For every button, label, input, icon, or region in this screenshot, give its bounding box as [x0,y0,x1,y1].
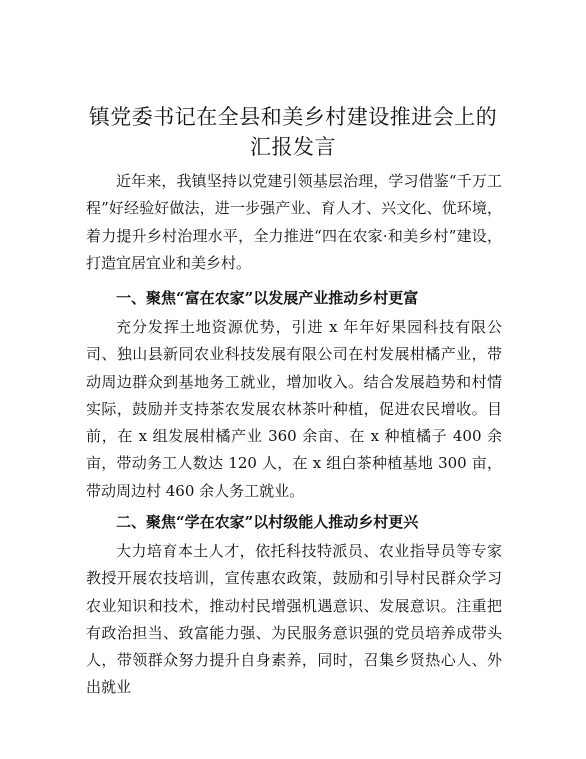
intro-paragraph: 近年来，我镇坚持以党建引领基层治理，学习借鉴“千万工程”好经验好做法，进一步强产业、育人才、兴文化、优环境，着力提升乡村治理水平，全力推进“四在农家·和美乡村”建设，打造宜居宜业和美乡村。 [86,172,502,272]
section-1-paragraph: 充分发挥土地资源优势，引进 x 年年好果园科技有限公司、独山县新同农业科技发展有限公司在村发展柑橘产业，带动周边群众到基地务工就业，增加收入。结合发展趋势和村情实际，鼓励并支持茶农发展农林茶叶种植，促进农民增收。目前，在 x 组发展柑橘产业 360 余亩、在 x 种植橘子 400 余亩，带动务工人数达 120 人，在 x 组白茶种植基地 300 亩，带动周边村 460 余人务工就业。 [86,318,502,500]
section-2-paragraph: 大力培育本土人才，依托科技特派员、农业指导员等专家教授开展农技培训，宣传惠农政策，鼓励和引导村民群众学习农业知识和技术，推动村民增强机遇意识、发展意识。注重把有政治担当、致富能力强、为民服务意识强的党员培养成带头人，带领群众努力提升自身素养，同时，召集乡贤热心人、外出就业 [86,542,502,697]
section-heading-1: 一、聚焦“富在农家”以发展产业推动乡村更富 [116,289,419,307]
document-title: 镇党委书记在全县和美乡村建设推进会上的汇报发言 [88,105,498,159]
section-heading-2: 二、聚焦“学在农家”以村级能人推动乡村更兴 [116,513,419,531]
